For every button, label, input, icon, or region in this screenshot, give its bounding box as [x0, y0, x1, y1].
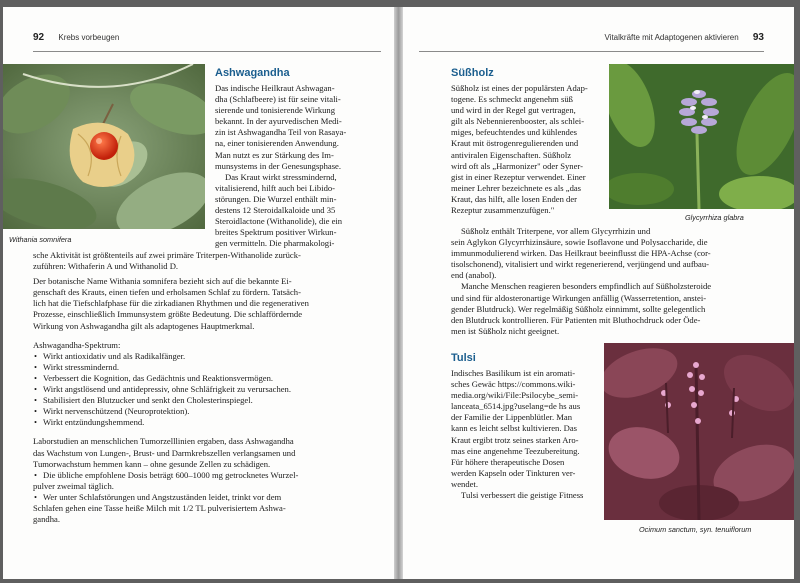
text-line: men ist Süßholz nicht geeignet. [451, 325, 560, 336]
left-header-rule [33, 51, 381, 52]
text-line: sche Aktivität ist größtenteils auf zwei primäre Triterpen-Withanolide zurück- [33, 250, 301, 260]
text-line: gen vermitteln. Die pharmakologi- [215, 238, 335, 249]
sleep-list [33, 492, 383, 503]
text-line: sches Gewäc https://commons.wiki- [451, 379, 576, 390]
text-line: gandha. [33, 514, 60, 525]
left-header-title: Krebs vorbeugen [58, 33, 120, 42]
text-line: na, einer tonisierenden Anwendung. [215, 138, 339, 149]
suessholz-caption: Glycyrrhiza glabra [685, 213, 744, 222]
text-line: sein Aglykon Glycyrrhizinsäure, sowie Isoflavone und Polysaccharide, die [451, 237, 708, 248]
text-line: sierende und tonisierende Wirkung [215, 105, 336, 116]
text-line: gist in einer Rezeptur verwendet. Einer [451, 171, 586, 182]
text-line: vitalisierend, hilft auch bei Libido- [215, 182, 336, 193]
text-line: pulver zweimal täglich. [33, 480, 114, 491]
text-line: Steroidlactone (Withanolide), die ein [215, 216, 343, 227]
right-header-rule [419, 51, 764, 52]
text-line: das Wachstum von Lungen-, Brust- und Darmkrebszellen verlangsamen und [33, 447, 296, 458]
spectrum-title: Ashwagandha-Spektrum: [33, 339, 121, 350]
text-line: zin ist Ashwagandha Teil von Rasaya- [215, 127, 347, 138]
text-line: Für höhere therapeutische Dosen [451, 456, 565, 467]
text-line: dha (Schlafbeere) ist für seine vitali- [215, 94, 341, 105]
text-line: Tumorwachstum hemmen kann – ohne gesunde Zellen zu schädigen. [33, 458, 271, 469]
text-line: störungen. Die Wurzel enthält min- [215, 193, 337, 204]
right-page-number: 93 [752, 32, 764, 43]
left-page-number: 92 [33, 32, 45, 43]
suessholz-body-text [451, 226, 765, 337]
text-line: end (anabol). [451, 270, 497, 281]
text-line: meiner Lehrer bezeichnete es als „das [451, 182, 582, 193]
text-line: wird oft als „Harmonizer" oder Syner- [451, 160, 583, 171]
list-item: • Wirkt angstlösend und antidepressiv, ohne Schläfrigkeit zu verursachen. [33, 384, 383, 395]
text-line: Manche Menschen reagieren besonders empfindlich auf Süßholzsteroide [461, 281, 712, 292]
text-line: miges, befeuchtendes und kühlendes [451, 127, 578, 138]
text-line: breites Spektrum positiver Wirkun- [215, 227, 337, 238]
tulsi-heading: Tulsi [451, 352, 476, 364]
text-line: mas eine angenehme Teezubereitung. [451, 445, 580, 456]
text-line: zuführen: Withaferin A und Withanolid D. [33, 261, 179, 272]
list-item: • Wirkt antioxidativ und als Radikalfänger. [33, 351, 383, 362]
tulsi-column-text [451, 368, 599, 501]
text-line: media.org/wiki/File:Psilocybe_semi- [451, 390, 579, 401]
text-line: Laborstudien an menschlichen Tumorzelllinien ergaben, dass Ashwagandha [33, 436, 294, 447]
text-line: Wirkung von Ashwagandha gilt als adaptogenes Hauptmerkmal. [33, 320, 255, 331]
ashwagandha-column-text [215, 83, 383, 249]
text-line: immunmodulierend wirken. Das Heilkraut beeinflusst die HPA-Achse (cor- [451, 248, 711, 259]
suessholz-column-text [451, 83, 609, 216]
ashwagandha-heading: Ashwagandha [215, 67, 290, 79]
text-line: Tulsi verbessert die geistige Fitness [461, 490, 584, 501]
suessholz-photo [609, 64, 794, 209]
text-line: Das indische Heilkraut Ashwagan- [215, 83, 335, 93]
left-header [33, 32, 119, 43]
text-line: Rezeptur zusammenzufügen." [451, 205, 555, 216]
text-line: der Familie der Lippenblütler. Man [451, 412, 572, 423]
text-line: Prozesse, einschließlich Immunsystem größte Bedeutung. Die schlaffördernde [33, 309, 303, 320]
text-line: Kraut mit östrogenregulierenden und [451, 138, 579, 149]
ashwagandha-caption: Withania somnifera [9, 235, 72, 244]
spectrum-list [33, 351, 383, 429]
list-item: • Stabilisiert den Blutzucker und senkt den Cholesterinspiegel. [33, 395, 383, 406]
list-item: • Die übliche empfohlene Dosis beträgt 600–1000 mg getrocknetes Wurzel- [33, 470, 383, 481]
list-item: • Wer unter Schlafstörungen und Angstzuständen leidet, trinkt vor dem [33, 492, 383, 503]
dose-list [33, 470, 383, 481]
ashwagandha-photo [3, 64, 205, 229]
left-page [3, 7, 394, 579]
list-item: • Wirkt nervenschützend (Neuroprotektion). [33, 406, 383, 417]
text-line: Kraut, das hilft, alle losen Enden der [451, 193, 578, 204]
text-line: gender Blutdruck). Wer regelmäßig Süßholz einnimmt, sollte gelegentlich [451, 303, 706, 314]
right-page [403, 7, 794, 579]
text-line: Süßholz ist eines der populärsten Adap- [451, 83, 588, 93]
text-line: destens 12 Steroidalkaloide und 35 [215, 205, 336, 216]
text-line: genschaft des Krauts, einen tiefen und erholsamen Schlaf zu fördern. Tatsäch- [33, 287, 301, 298]
text-line: Süßholz enthält Triterpene, vor allem Glycyrrhizin und [461, 226, 651, 236]
list-item: • Wirkt entzündungshemmend. [33, 417, 383, 428]
text-line: Indisches Basilikum ist ein aromati- [451, 368, 576, 378]
text-line: Der botanische Name Withania somnifera bezieht sich auf die bekannte Ei- [33, 276, 292, 287]
list-item: • Verbessert die Kognition, das Gedächtnis und Reaktionsvermögen. [33, 373, 383, 384]
text-line: und wird in der Regel gut vertragen, [451, 105, 576, 116]
tulsi-caption: Ocimum sanctum, syn. tenuiflorum [639, 525, 752, 534]
suessholz-heading: Süßholz [451, 67, 494, 79]
text-line: lich hat die Tiefschlafphase für die zirkadianen Rhythmen und die regenerativen [33, 298, 309, 309]
text-line: den Blutdruck kontrollieren. Für Patienten mit Bluthochdruck oder Öde- [451, 314, 701, 325]
text-line: antiviralen Eigenschaften. Süßholz [451, 149, 572, 160]
tulsi-photo [604, 343, 794, 520]
text-line: Kraut ergibt trotz seines starken Aro- [451, 434, 579, 445]
text-line: kann es leicht selbst kultivieren. Das [451, 423, 578, 434]
text-line: munsystems in der Genesungsphase. [215, 160, 342, 171]
text-line: Schlafen gehen eine Tasse heiße Milch mit 1/2 TL pulverisiertem Ashwa- [33, 502, 286, 513]
ashwagandha-body-text [33, 250, 383, 525]
text-line: togene. Es schmeckt angenehm süß [451, 94, 573, 105]
text-line: bekannt. In der ayurvedischen Medi- [215, 116, 342, 127]
right-header [604, 32, 764, 43]
text-line: und sind für aldosteronartige Wirkungen anfällig (Wasserretention, anstei- [451, 292, 707, 303]
text-line: gilt als Nebennierenbooster, als schlei- [451, 116, 585, 127]
text-line: wendet. [451, 478, 478, 489]
text-line: Das Kraut wirkt stressmindernd, [225, 171, 337, 182]
list-item: • Wirkt stressmindernd. [33, 362, 383, 373]
text-line: Man nutzt es zur Stärkung des Im- [215, 149, 334, 160]
right-header-title: Vitalkräfte mit Adaptogenen aktivieren [604, 33, 739, 42]
text-line: werden Kapseln oder Tinkturen ver- [451, 467, 576, 478]
book-gutter [394, 7, 403, 579]
text-line: tisolschonend), vitalisiert und wirkt regenerierend, verjüngend und aufbau- [451, 259, 709, 270]
text-line: lanceata_6514.jpg?uselang=de hs aus [451, 401, 581, 412]
